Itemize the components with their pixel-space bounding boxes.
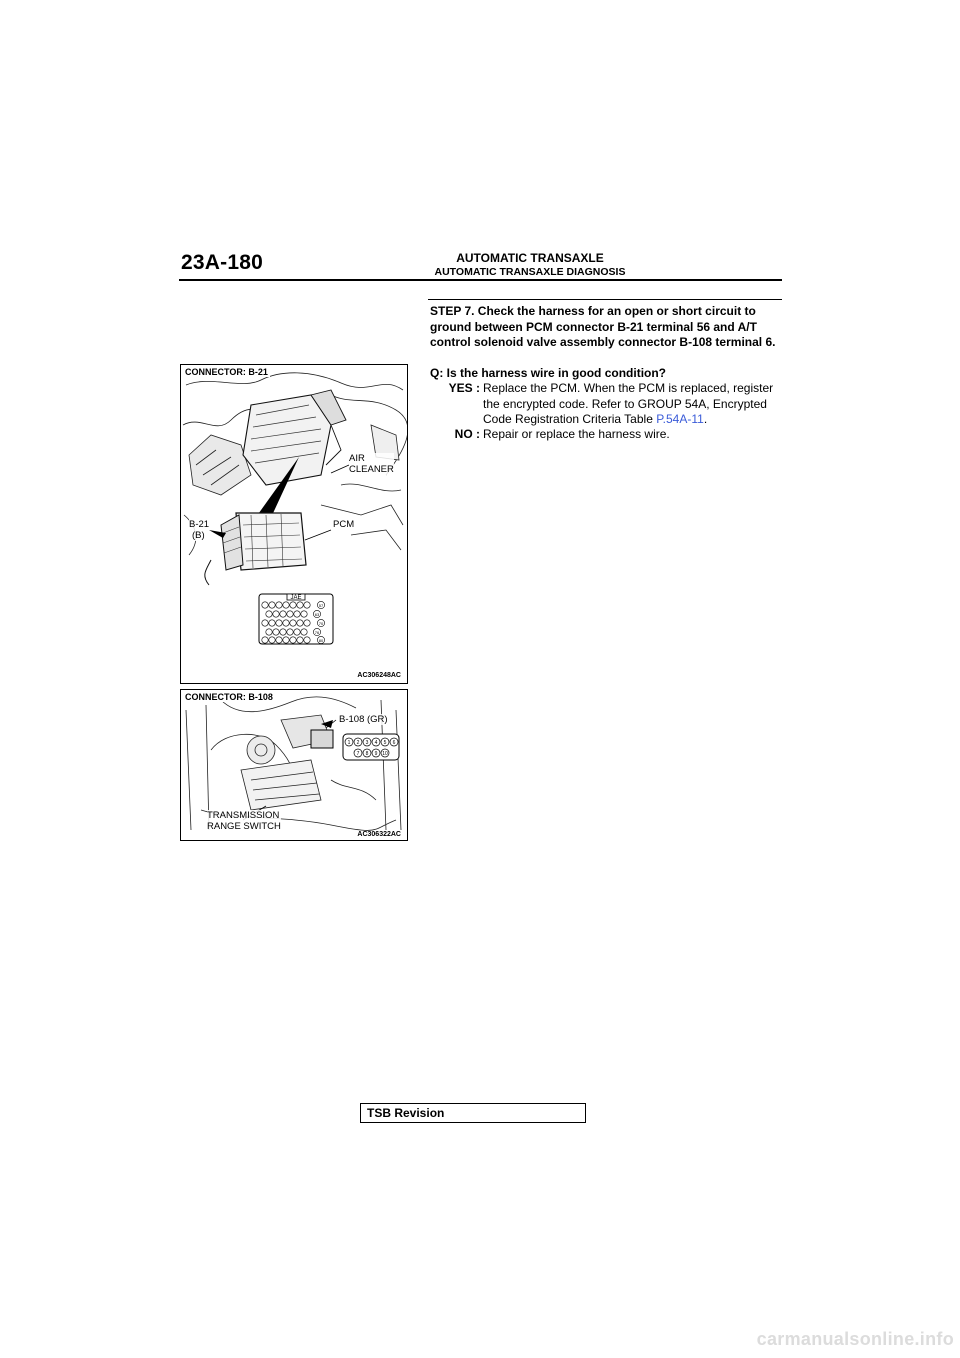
- page-number: 23A-180: [181, 251, 263, 274]
- pin-70: 70: [318, 621, 324, 626]
- connector-face-b21: [259, 594, 333, 644]
- pin-6: 6: [392, 740, 396, 746]
- reference-link[interactable]: P.54A-11: [656, 412, 704, 426]
- pin-63: 63: [314, 612, 320, 617]
- callout-connector-b108: B-108 (GR): [339, 714, 388, 725]
- pin-5: 5: [383, 740, 387, 746]
- pin-80: 80: [318, 638, 324, 643]
- figure-code: AC306322AC: [357, 831, 401, 838]
- callout-range-switch: TRANSMISSION RANGE SWITCH: [207, 810, 281, 832]
- connector-label-b21: CONNECTOR: B-21: [185, 367, 268, 377]
- callout-air-cleaner: AIR CLEANER: [349, 453, 394, 475]
- pin-4: 4: [374, 740, 378, 746]
- air-cleaner-shape: [243, 390, 346, 485]
- no-label: NO :: [454, 427, 480, 441]
- header-rule: [179, 279, 782, 281]
- section-subtitle: AUTOMATIC TRANSAXLE DIAGNOSIS: [434, 266, 626, 278]
- step-question: Q: Is the harness wire in good condition?: [430, 366, 667, 380]
- figure-code: AC306248AC: [357, 672, 401, 679]
- pin-3: 3: [365, 740, 369, 746]
- yes-answer: Replace the PCM. When the PCM is replaced, register the encrypted code. Refer to GROUP 54A, Encrypted Code Registration Criteria Table P.54A-11.: [483, 381, 774, 426]
- connector-label-b108: CONNECTOR: B-108: [185, 692, 273, 702]
- tsb-revision-box: TSB Revision: [360, 1103, 586, 1123]
- pin-9: 9: [374, 751, 378, 757]
- pin-2: 2: [356, 740, 360, 746]
- pcm-shape: [205, 513, 306, 585]
- callout-connector-b21: B-21 (B): [189, 519, 210, 541]
- pin-57: 57: [318, 603, 324, 608]
- figure-connector-b21: [180, 364, 408, 684]
- pin-7: 7: [356, 751, 360, 757]
- connector-tag: JAE: [290, 595, 302, 601]
- pin-8: 8: [365, 751, 369, 757]
- connector-face-b108: [343, 734, 399, 760]
- pin-1: 1: [347, 740, 351, 746]
- step-rule: [428, 299, 782, 300]
- figure-connector-b108: [180, 689, 408, 841]
- engine-bay-illustration: [181, 365, 407, 683]
- pin-76: 76: [314, 630, 320, 635]
- yes-label: YES :: [448, 381, 480, 395]
- section-title: AUTOMATIC TRANSAXLE: [456, 251, 604, 265]
- no-answer: Repair or replace the harness wire.: [483, 427, 670, 441]
- callout-pcm: PCM: [333, 519, 355, 530]
- pin-10: 10: [382, 751, 388, 757]
- watermark: carmanualsonline.info: [756, 1329, 954, 1349]
- step-heading: STEP 7. Check the harness for an open or short circuit to ground between PCM connector B-21 terminal 56 and A/T control solenoid valve assembly connector B-108 terminal 6.: [430, 304, 776, 349]
